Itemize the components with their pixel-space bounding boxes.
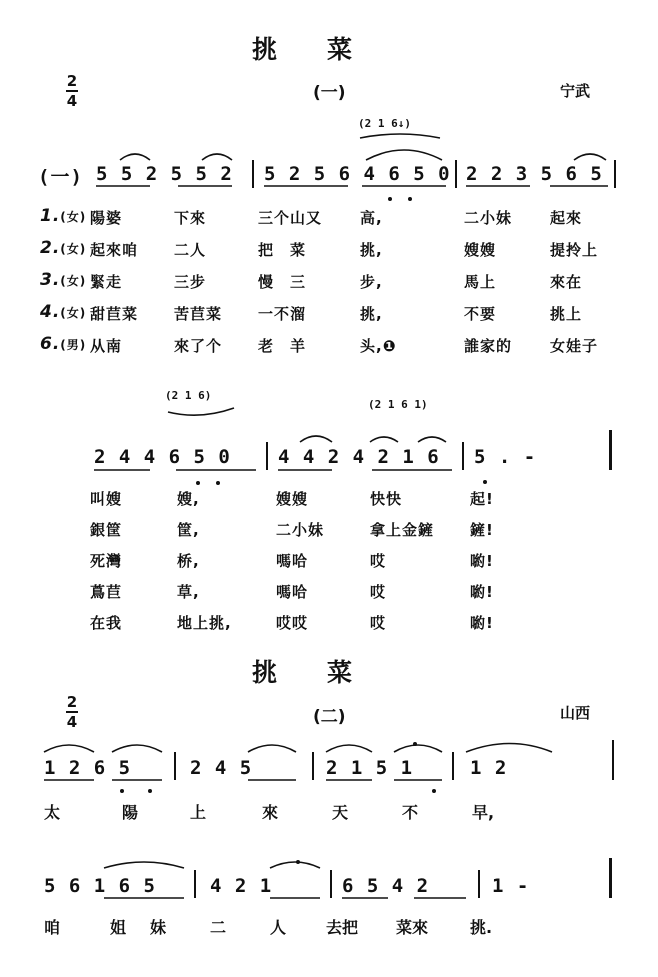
lyric-word: 緊走 xyxy=(90,273,123,291)
voice-label: (女) xyxy=(60,274,87,288)
octave-dot xyxy=(148,789,152,793)
slur xyxy=(394,745,442,752)
slur xyxy=(112,745,162,752)
song2-s2-measure-1: 5 6 1 6 5 xyxy=(44,875,156,897)
lyric-word: 哎 xyxy=(370,614,387,632)
lyric-word: 慢 三 xyxy=(258,273,307,291)
lyric-word: 嫂嫂 xyxy=(464,241,497,259)
lyric-word: 銀筐 xyxy=(90,521,123,539)
voice-label: (男) xyxy=(60,338,87,352)
lyric-word: 人 xyxy=(270,918,287,937)
song1-s1-measure-3: 2 2 3 5 6 5 xyxy=(466,163,603,185)
song1-title: 挑 菜 xyxy=(252,35,353,64)
slur xyxy=(326,745,372,752)
lyric-word: 菜來 xyxy=(396,918,429,937)
lyric-word: 挑, xyxy=(360,305,383,323)
lyric-word: 叫嫂 xyxy=(90,490,123,508)
slur xyxy=(360,134,440,138)
octave-dot xyxy=(483,480,487,484)
slur xyxy=(300,436,332,442)
voice-label: (女) xyxy=(60,210,87,224)
lyric-word: 馬上 xyxy=(464,273,497,291)
song1-region: 宁武 xyxy=(560,82,591,100)
lyric-word: 哎哎 xyxy=(276,614,309,632)
octave-dot xyxy=(120,789,124,793)
lyric-word: 把 菜 xyxy=(258,241,307,259)
song2-region: 山西 xyxy=(560,704,591,722)
lyric-word: 二小妹 xyxy=(276,521,325,539)
lyric-word: 女娃子 xyxy=(550,337,599,355)
lyric-word: 嗎哈 xyxy=(276,552,309,570)
lyric-word: 高, xyxy=(360,209,383,227)
lyric-word: 桥, xyxy=(177,552,200,570)
lyric-word: 老 羊 xyxy=(258,337,307,355)
verse-number: 4. xyxy=(40,302,61,322)
song1-s2-measure-3: 5 . - xyxy=(474,446,537,468)
voice-label: (女) xyxy=(60,242,87,256)
lyric-word: 來在 xyxy=(550,273,583,291)
slur xyxy=(418,437,446,442)
lyric-word: 草, xyxy=(177,583,200,601)
lyric-word: 起來咱 xyxy=(90,241,139,259)
octave-dot xyxy=(388,197,392,201)
verse-number: 3. xyxy=(40,270,61,290)
song1-annotation: (2 1 6↓) xyxy=(358,117,411,130)
lyric-word: 拿上金鏟 xyxy=(370,521,435,539)
song1-s1-measure-1: 5 5 2 5 5 2 xyxy=(96,163,233,185)
slur xyxy=(120,154,150,160)
lyric-word: 嫂嫂 xyxy=(276,490,309,508)
slur xyxy=(104,862,184,868)
lyric-word: 挑. xyxy=(470,918,493,937)
lyric-word: 步, xyxy=(360,273,383,291)
lyric-word: 太 xyxy=(44,803,61,822)
lyric-word: 哎 xyxy=(370,552,387,570)
lyric-word: 起! xyxy=(470,490,494,508)
song1-lead: (一) xyxy=(38,166,83,188)
song1-s1-measure-2: 5 2 5 6 4 6 5 0 xyxy=(264,163,451,185)
lyric-word: 早, xyxy=(472,803,495,822)
lyric-word: 喲! xyxy=(470,552,494,570)
lyric-word: 鏟! xyxy=(470,521,494,539)
lyric-word: 二 xyxy=(210,918,227,937)
song1-s2-measure-2: 4 4 2 4 2 1 6 xyxy=(278,446,440,468)
voice-label: (女) xyxy=(60,306,87,320)
lyric-word: 哎 xyxy=(370,583,387,601)
slur xyxy=(270,862,320,868)
slur xyxy=(574,154,606,160)
lyric-word: 下來 xyxy=(174,209,207,227)
time-sig-bottom: 4 xyxy=(66,713,78,731)
song1-section-number: (一) xyxy=(313,83,346,103)
lyric-word: 咱 xyxy=(44,918,61,937)
song2-section-number: (二) xyxy=(313,707,346,727)
lyric-word: 三个山又 xyxy=(258,209,323,227)
lyric-word: 挑, xyxy=(360,241,383,259)
lyric-word: 喲! xyxy=(470,583,494,601)
lyric-word: 从南 xyxy=(90,337,123,355)
octave-dot xyxy=(196,481,200,485)
lyric-word: 筐, xyxy=(177,521,200,539)
song1-s2-measure-1: 2 4 4 6 5 0 xyxy=(94,446,231,468)
lyric-word: 起來 xyxy=(550,209,583,227)
song2-s1-measure-1: 1 2 6 5 xyxy=(44,757,132,779)
lyric-word: 天 xyxy=(332,803,349,822)
lyric-word: 死灣 xyxy=(90,552,123,570)
song2-s1-measure-2: 2 4 5 xyxy=(190,757,253,779)
octave-dot xyxy=(296,860,300,864)
lyric-word: 嗎哈 xyxy=(276,583,309,601)
lyric-word: 姐 xyxy=(110,918,127,937)
song2-s2-measure-2: 4 2 1 xyxy=(210,875,273,897)
song2-s1-measure-4: 1 2 xyxy=(470,757,508,779)
lyric-word: 快快 xyxy=(370,490,403,508)
time-sig-bottom: 4 xyxy=(66,92,78,110)
lyric-word: 上 xyxy=(190,803,207,822)
time-sig-top: 2 xyxy=(66,693,78,711)
song2-s2-measure-4: 1 - xyxy=(492,875,530,897)
slur xyxy=(366,150,442,160)
time-sig-top: 2 xyxy=(66,72,78,90)
lyric-word: 陽婆 xyxy=(90,209,123,227)
song2-title: 挑 菜 xyxy=(252,658,353,687)
lyric-word: 誰家的 xyxy=(464,337,513,355)
slur xyxy=(168,408,234,415)
lyric-word: 妹 xyxy=(150,918,167,937)
lyric-word: 挑上 xyxy=(550,305,583,323)
slur xyxy=(44,745,94,752)
lyric-word: 一不溜 xyxy=(258,305,307,323)
lyric-word: 地上挑, xyxy=(177,614,232,632)
slur xyxy=(466,744,552,753)
song1-annotation-right: (2 1 6 1) xyxy=(368,398,428,411)
lyric-word: 陽 xyxy=(122,803,139,822)
lyric-word: 二小妹 xyxy=(464,209,513,227)
slur xyxy=(202,154,232,160)
octave-dot xyxy=(413,742,417,746)
lyric-word: 嫂, xyxy=(177,490,200,508)
lyric-word: 甜苣菜 xyxy=(90,305,139,323)
lyric-word: 來了个 xyxy=(174,337,223,355)
lyric-word: 去把 xyxy=(326,918,359,937)
octave-dot xyxy=(432,789,436,793)
slur xyxy=(248,745,296,752)
lyric-word: 蔦苣 xyxy=(90,583,123,601)
slur xyxy=(370,437,398,442)
lyric-word: 不要 xyxy=(464,305,497,323)
lyric-word: 二人 xyxy=(174,241,207,259)
lyric-word: 不 xyxy=(402,803,419,822)
octave-dot xyxy=(408,197,412,201)
lyric-word: 苦苣菜 xyxy=(174,305,223,323)
song2-s1-measure-3: 2 1 5 1 xyxy=(326,757,414,779)
lyric-word: 來 xyxy=(262,803,279,822)
verse-number: 2. xyxy=(40,238,61,258)
song2-s2-measure-3: 6 5 4 2 xyxy=(342,875,430,897)
lyric-word: 提拎上 xyxy=(550,241,599,259)
octave-dot xyxy=(216,481,220,485)
lyric-word: 三步 xyxy=(174,273,207,291)
lyric-word: 喲! xyxy=(470,614,494,632)
verse-number: 1. xyxy=(40,206,61,226)
verse-number: 6. xyxy=(40,334,61,354)
song1-annotation-left: (2 1 6) xyxy=(165,389,212,402)
lyric-word: 在我 xyxy=(90,614,123,632)
lyric-word: 头,❶ xyxy=(360,337,397,355)
